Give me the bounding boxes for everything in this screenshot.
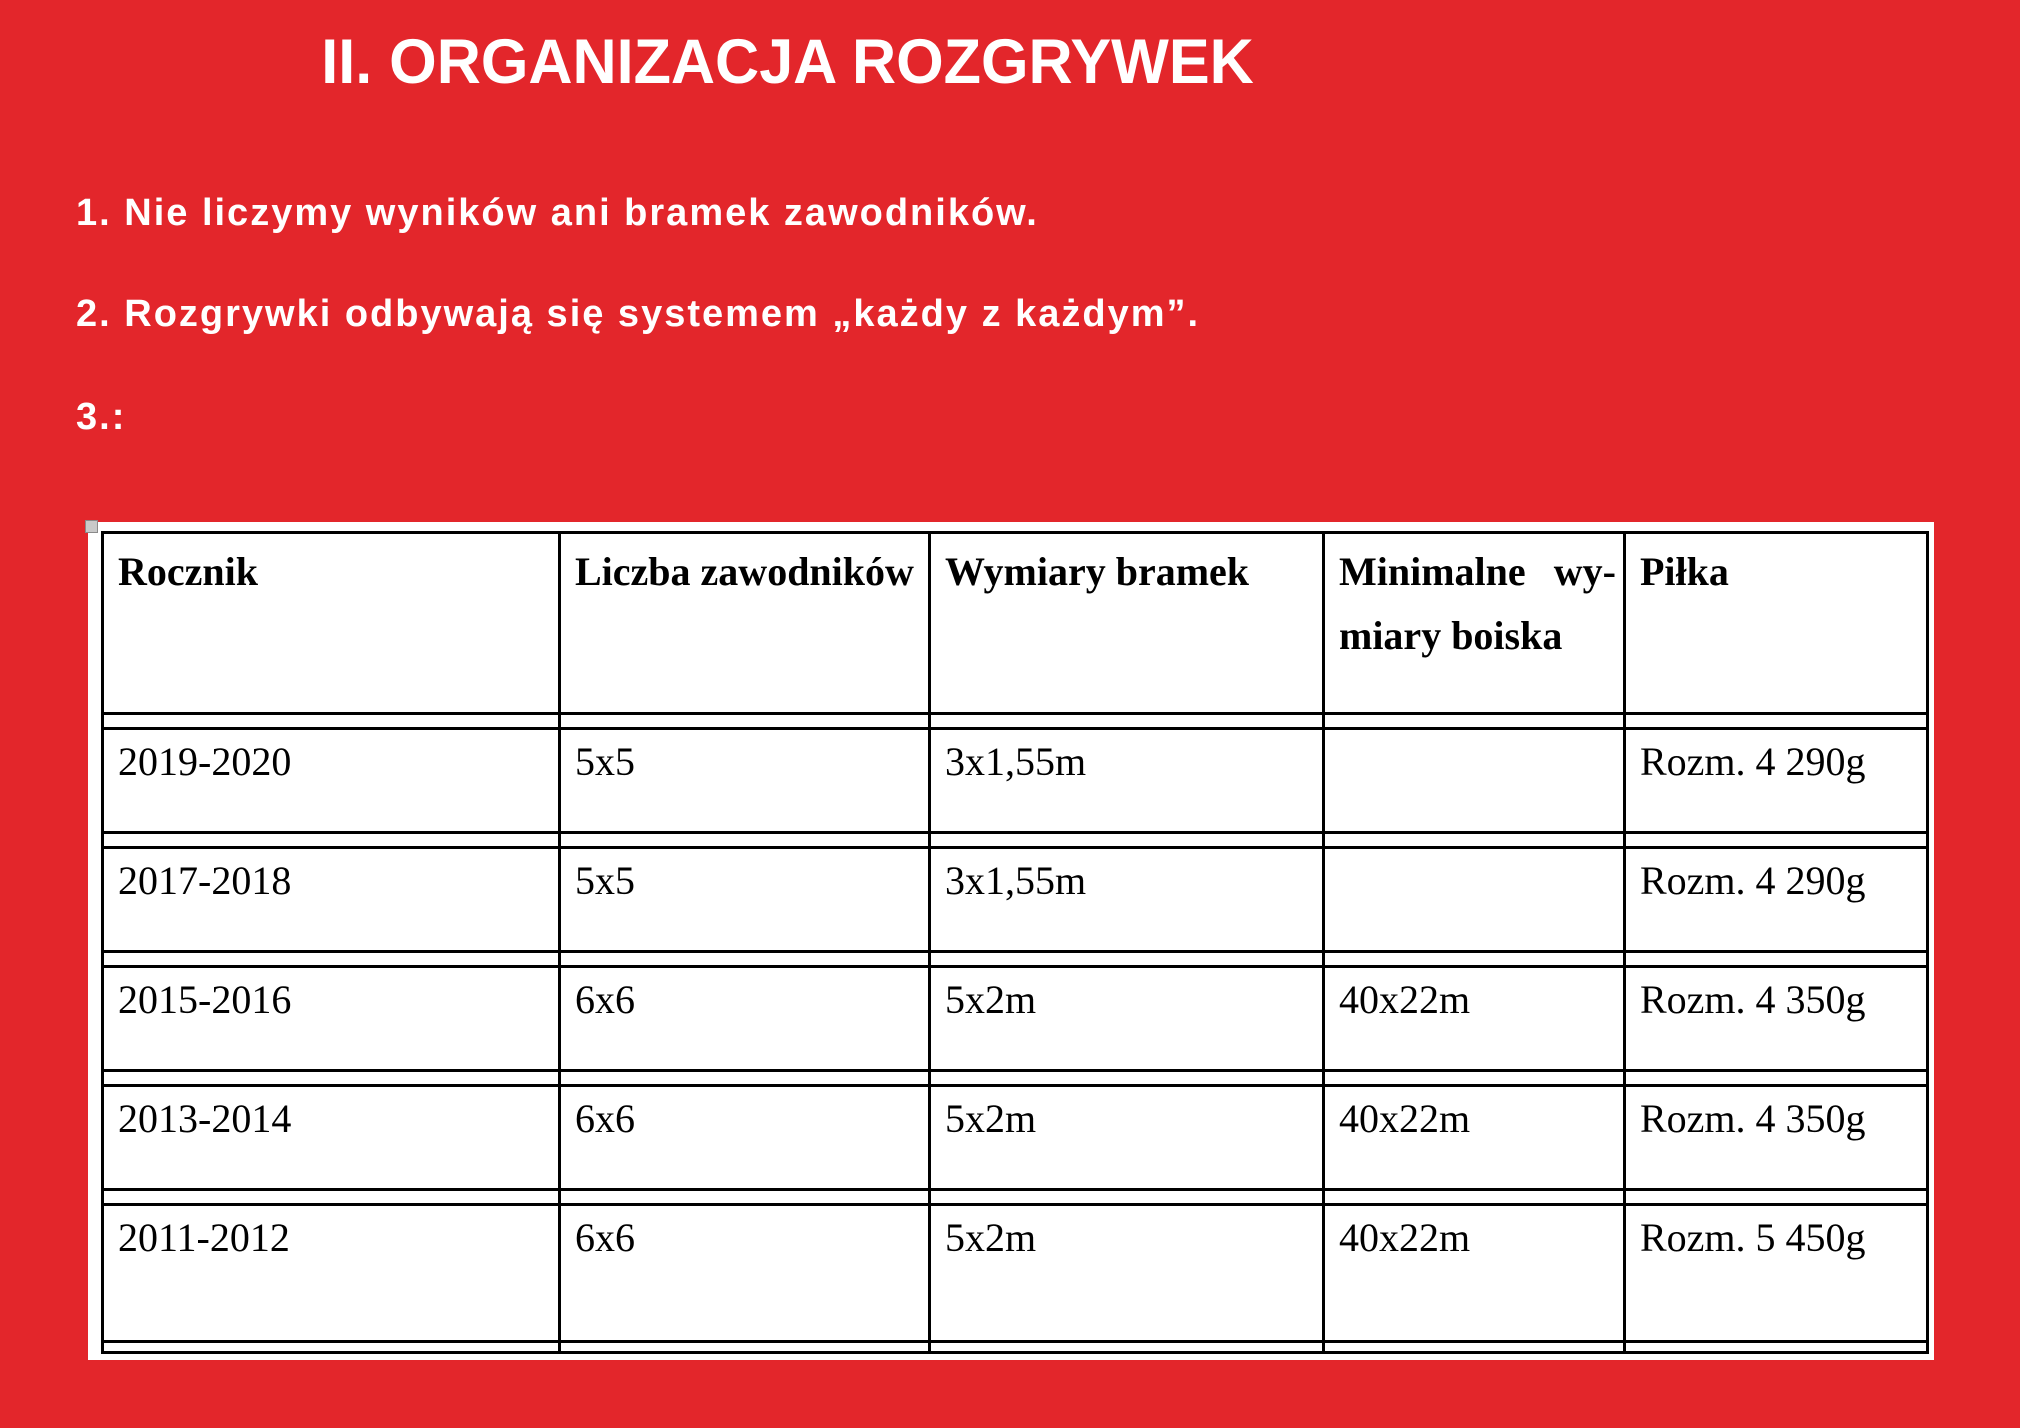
table-row xyxy=(104,1084,1926,1191)
table-cell: 5x5 xyxy=(575,858,635,903)
table-cell: 3x1,55m xyxy=(945,858,1087,903)
rule-item-2: 2. Rozgrywki odbywają się systemem „każdy z każdym”. xyxy=(76,293,1201,335)
table-cell: 40x22m xyxy=(1339,1096,1471,1141)
page-title-wrap xyxy=(0,26,1575,98)
column-divider xyxy=(1623,531,1626,1351)
table-cell: 2017-2018 xyxy=(118,858,292,903)
table-cell: 6x6 xyxy=(575,1096,635,1141)
table-row xyxy=(104,965,1926,1072)
table-cell: Rozm. 4 290g xyxy=(1640,858,1866,903)
table-cell: Rozm. 4 290g xyxy=(1640,739,1866,784)
table-sheet xyxy=(88,522,1934,1360)
table-cell: 5x2m xyxy=(945,977,1037,1022)
header-minimalne-word2: wy- xyxy=(1553,549,1616,594)
table-cell: 5x5 xyxy=(575,739,635,784)
table-row xyxy=(104,1203,1926,1343)
table-cell: Rozm. 4 350g xyxy=(1640,1096,1866,1141)
table-cell xyxy=(1325,849,1626,950)
table-cell: Rozm. 4 350g xyxy=(1640,977,1866,1022)
table-cell: 5x2m xyxy=(945,1096,1037,1141)
table-cell: Rozm. 5 450g xyxy=(1640,1215,1866,1260)
table-cell: 2011-2012 xyxy=(118,1215,290,1260)
header-rocznik: Rocznik xyxy=(118,549,258,594)
table-cell: 6x6 xyxy=(575,977,635,1022)
table-header-row xyxy=(104,531,1926,715)
column-divider xyxy=(558,531,561,1351)
header-wymiary-bramek: Wymiary bramek xyxy=(945,549,1250,594)
page-title: II. ORGANIZACJA ROZGRYWEK xyxy=(321,27,1254,97)
table-cell: 2013-2014 xyxy=(118,1096,292,1141)
column-divider xyxy=(1322,531,1325,1351)
header-minimalne-line1 xyxy=(1339,540,1616,604)
table-cell: 5x2m xyxy=(945,1215,1037,1260)
table-cell: 40x22m xyxy=(1339,977,1471,1022)
header-minimalne-wymiary-boiska xyxy=(1325,534,1626,712)
table-cell: 2015-2016 xyxy=(118,977,292,1022)
header-minimalne-word1: Minimalne xyxy=(1339,549,1526,594)
rules-table xyxy=(101,531,1929,1354)
rule-item-3: 3.: xyxy=(76,396,127,438)
rule-item-1: 1. Nie liczymy wyników ani bramek zawodników. xyxy=(76,192,1039,234)
header-liczba-zawodnikow: Liczba zawodników xyxy=(575,549,914,594)
table-cell: 3x1,55m xyxy=(945,739,1087,784)
header-minimalne-line2: miary boiska xyxy=(1339,613,1563,658)
header-pilka: Piłka xyxy=(1640,549,1729,594)
table-cell: 6x6 xyxy=(575,1215,635,1260)
table-row xyxy=(104,727,1926,834)
table-anchor-handle xyxy=(85,520,98,533)
table-cell xyxy=(1325,730,1626,831)
column-divider xyxy=(928,531,931,1351)
table-cell: 40x22m xyxy=(1339,1215,1471,1260)
table-row xyxy=(104,846,1926,953)
table-cell: 2019-2020 xyxy=(118,739,292,784)
